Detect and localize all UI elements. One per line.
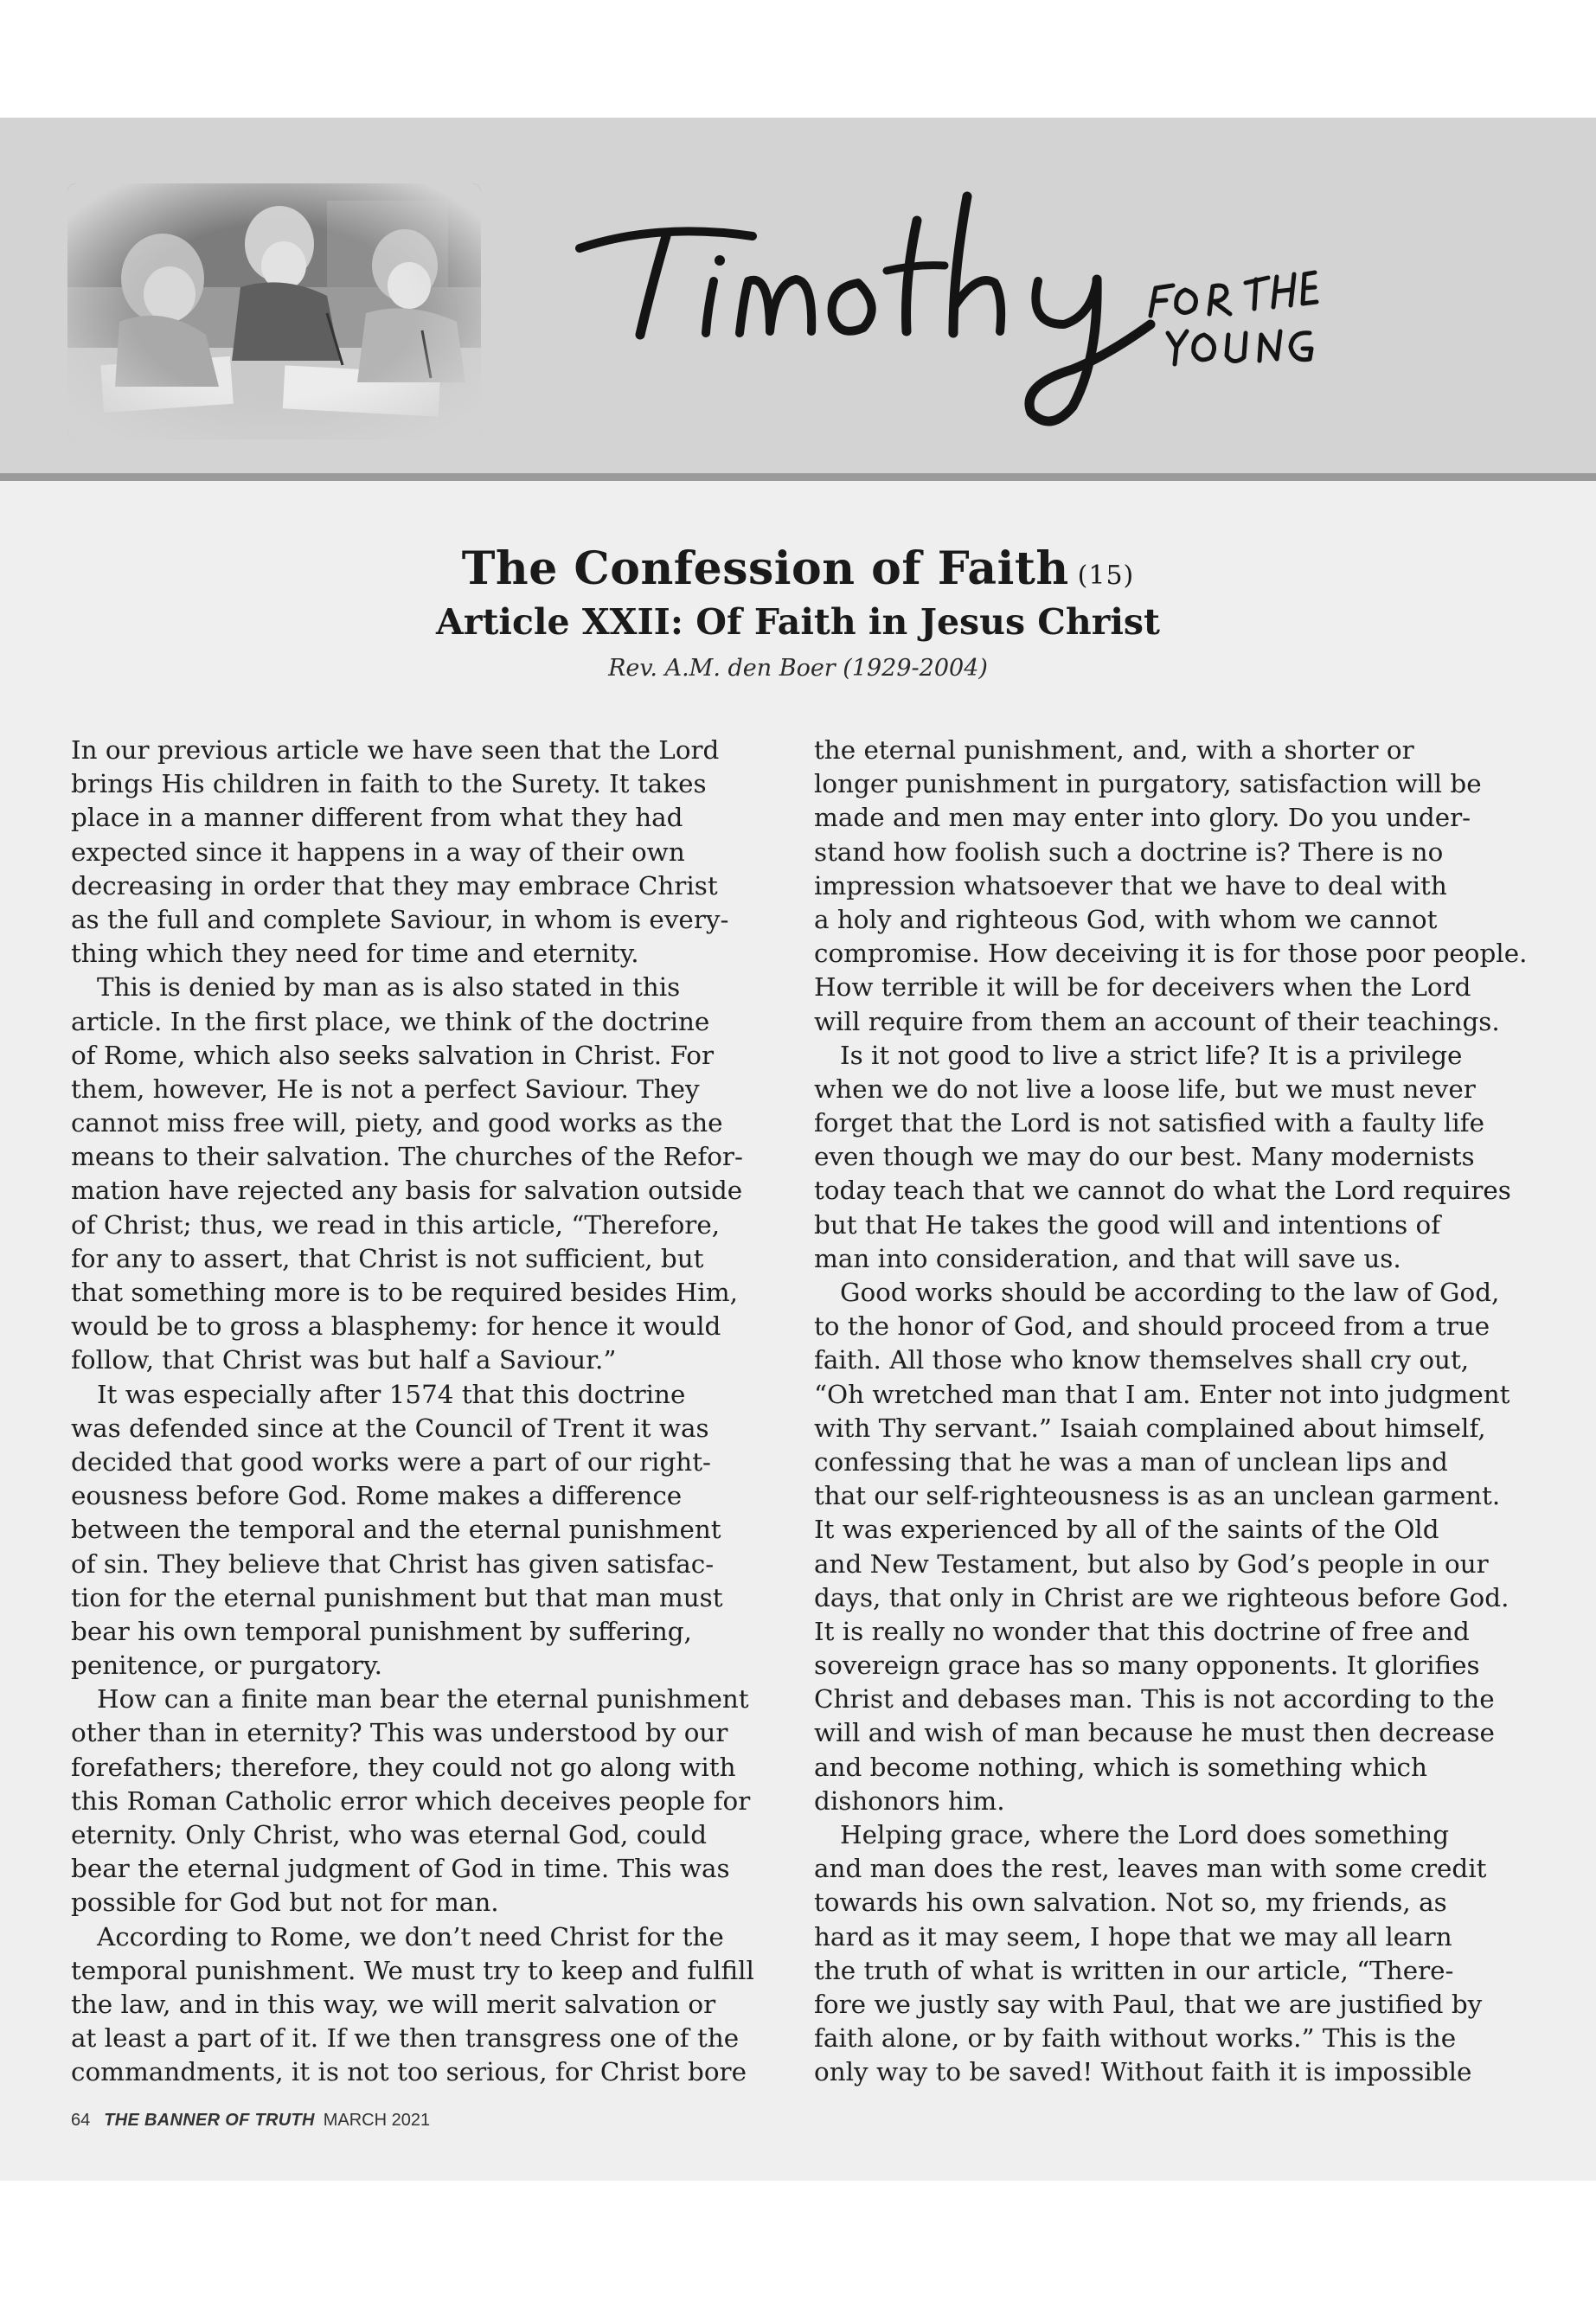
- text-line: commandments, it is not too serious, for Christ bore: [71, 2057, 747, 2087]
- text-line: to the honor of God, and should proceed from a true: [814, 1311, 1490, 1342]
- text-line: Helping grace, where the Lord does something: [840, 1820, 1450, 1849]
- text-line: eternity. Only Christ, who was eternal God, could: [71, 1820, 708, 1849]
- text-line: when we do not live a loose life, but we must never: [814, 1074, 1476, 1104]
- text-line: forefathers; therefore, they could not go along with: [71, 1752, 736, 1782]
- text-line: It was experienced by all of the saints of the Old: [814, 1515, 1439, 1545]
- article-subtitle: Article XXII: Of Faith in Jesus Christ: [436, 601, 1160, 643]
- text-line: thing which they need for time and eternity.: [71, 939, 639, 969]
- text-line: mation have rejected any basis for salvation outside: [71, 1176, 743, 1206]
- text-line: today teach that we cannot do what the Lord requires: [814, 1176, 1511, 1206]
- text-line: faith alone, or by faith without works.” This is the: [814, 2023, 1457, 2054]
- text-line: stand how foolish such a doctrine is? There is no: [814, 836, 1444, 867]
- text-line: man into consideration, and that will save us.: [814, 1243, 1401, 1273]
- text-line: bear the eternal judgment of God in time. This was: [71, 1854, 730, 1884]
- text-line: the law, and in this way, we will merit salvation or: [71, 1989, 716, 2019]
- text-line: as the full and complete Saviour, in whom is every-: [71, 904, 729, 934]
- text-line: that something more is to be required besides Him,: [71, 1278, 739, 1307]
- issue-date: MARCH 2021: [323, 2111, 431, 2130]
- text-line: towards his own salvation. Not so, my friends, as: [814, 1888, 1447, 1918]
- text-line: article. In the first place, we think of the doctrine: [71, 1006, 710, 1036]
- text-line: a holy and righteous God, with whom we cannot: [814, 904, 1438, 934]
- text-line: the truth of what is written in our article, “There-: [814, 1955, 1454, 1985]
- text-line: would be to gross a blasphemy: for hence it would: [71, 1311, 721, 1342]
- article-title-text: The Confession of Faith: [461, 542, 1069, 595]
- timothy-masthead-logo: [554, 186, 1349, 445]
- text-line: In our previous article we have seen that the Lord: [71, 735, 720, 765]
- text-line: of Rome, which also seeks salvation in Christ. For: [71, 1040, 715, 1070]
- text-line: and New Testament, but also by God’s people in our: [814, 1548, 1489, 1579]
- magazine-name: THE BANNER OF TRUTH: [104, 2111, 315, 2130]
- text-line: compromise. How deceiving it is for those poor people.: [814, 939, 1528, 969]
- text-line: impression whatsoever that we have to deal with: [814, 870, 1447, 901]
- text-line: days, that only in Christ are we righteous before God.: [814, 1582, 1509, 1612]
- text-line: place in a manner different from what they had: [71, 803, 683, 833]
- text-line: Good works should be according to the law of God,: [840, 1278, 1500, 1307]
- text-line: faith. All those who know themselves shall cry out,: [814, 1345, 1470, 1375]
- text-line: this Roman Catholic error which deceives people for: [71, 1785, 751, 1816]
- text-line: even though we may do our best. Many modernists: [814, 1142, 1475, 1172]
- text-line: brings His children in faith to the Surety. It takes: [71, 769, 707, 799]
- text-line: follow, that Christ was but half a Saviour.”: [71, 1345, 617, 1375]
- right-text-column: [814, 734, 1567, 2090]
- text-line: the eternal punishment, and, with a shorter or: [814, 735, 1414, 765]
- text-line: It is really no wonder that this doctrine of free and: [814, 1616, 1470, 1646]
- text-line: of sin. They believe that Christ has given satisfac-: [71, 1548, 715, 1579]
- article-title: [0, 543, 1596, 602]
- text-line: and man does the rest, leaves man with some credit: [814, 1854, 1487, 1884]
- text-line: confessing that he was a man of unclean lips and: [814, 1446, 1448, 1477]
- text-line: Christ and debases man. This is not according to the: [814, 1684, 1495, 1715]
- text-line: temporal punishment. We must try to keep and fulfill: [71, 1955, 754, 1985]
- text-line: will and wish of man because he must then decrease: [814, 1718, 1495, 1748]
- text-line: other than in eternity? This was understood by our: [71, 1718, 728, 1748]
- text-line: for any to assert, that Christ is not sufficient, but: [71, 1243, 704, 1273]
- text-line: sovereign grace has so many opponents. It glorifies: [814, 1650, 1480, 1681]
- text-line: forget that the Lord is not satisfied with a faulty life: [814, 1108, 1485, 1138]
- text-line: eousness before God. Rome makes a difference: [71, 1481, 683, 1511]
- text-line: of Christ; thus, we read in this article, “Therefore,: [71, 1209, 721, 1240]
- text-line: between the temporal and the eternal punishment: [71, 1515, 721, 1545]
- text-line: fore we justly say with Paul, that we are justified by: [814, 1989, 1483, 2019]
- text-line: only way to be saved! Without faith it is impossible: [814, 2057, 1472, 2087]
- text-line: decided that good works were a part of our right-: [71, 1446, 711, 1477]
- text-line: means to their salvation. The churches of the Refor-: [71, 1142, 743, 1172]
- text-line: It was especially after 1574 that this doctrine: [97, 1379, 686, 1409]
- text-line: According to Rome, we don’t need Christ for the: [97, 1921, 724, 1952]
- text-line: but that He takes the good will and intentions of: [814, 1209, 1441, 1240]
- text-line: that our self-righteousness is as an unclean garment.: [814, 1481, 1501, 1511]
- text-line: decreasing in order that they may embrace Christ: [71, 870, 718, 901]
- text-line: expected since it happens in a way of their own: [71, 836, 685, 867]
- text-line: possible for God but not for man.: [71, 1888, 499, 1918]
- text-line: and become nothing, which is something which: [814, 1752, 1427, 1782]
- text-line: with Thy servant.” Isaiah complained about himself,: [814, 1413, 1486, 1443]
- text-line: cannot miss free will, piety, and good works as the: [71, 1108, 723, 1138]
- children-writing-photo: [67, 183, 481, 439]
- article-part-number: (15): [1077, 561, 1135, 591]
- text-line: tion for the eternal punishment but that man must: [71, 1582, 723, 1612]
- text-line: made and men may enter into glory. Do you under-: [814, 803, 1471, 833]
- text-line: penitence, or purgatory.: [71, 1650, 383, 1681]
- text-line: them, however, He is not a perfect Saviour. They: [71, 1074, 700, 1104]
- text-line: How terrible it will be for deceivers when the Lord: [814, 972, 1471, 1003]
- text-line: “Oh wretched man that I am. Enter not into judgment: [814, 1379, 1510, 1409]
- page-number: 64: [71, 2111, 91, 2130]
- text-line: hard as it may seem, I hope that we may all learn: [814, 1921, 1452, 1952]
- text-line: Is it not good to live a strict life? It is a privilege: [840, 1040, 1463, 1070]
- text-line: was defended since at the Council of Trent it was: [71, 1413, 709, 1443]
- text-line: longer punishment in purgatory, satisfaction will be: [814, 769, 1482, 799]
- text-line: How can a finite man bear the eternal punishment: [97, 1684, 749, 1715]
- text-line: will require from them an account of their teachings.: [814, 1006, 1500, 1036]
- page-footer: [71, 2107, 430, 2133]
- left-text-column: [71, 734, 824, 2090]
- article-byline: Rev. A.M. den Boer (1929-2004): [608, 655, 988, 682]
- text-line: dishonors him.: [814, 1785, 1005, 1816]
- text-line: bear his own temporal punishment by suffering,: [71, 1616, 692, 1646]
- text-line: This is denied by man as is also stated in this: [97, 972, 681, 1003]
- text-line: at least a part of it. If we then transgress one of the: [71, 2023, 740, 2054]
